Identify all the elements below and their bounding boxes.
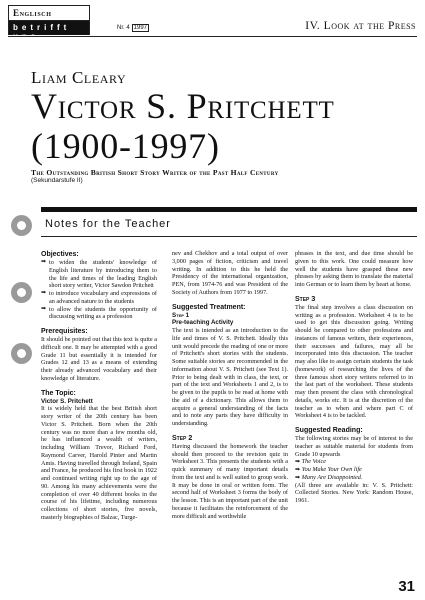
arrow-icon: ➡ <box>41 305 47 312</box>
story-title: You Make Your Own life <box>301 466 362 473</box>
reading-heading: Suggested Reading: <box>295 427 363 434</box>
objective-text: to introduce vocabulary and expressions of an advanced nature to the students <box>49 290 157 305</box>
article-title-years: (1900-1997) <box>31 126 220 166</box>
arrow-icon: ➡ <box>41 290 47 296</box>
step1-heading: Step 1 <box>172 311 190 319</box>
objective-text: to widen the students' knowledge of English literature by introducing them to the life and times of the leading English short story writer, Victor Sawdon Pritchett <box>49 259 157 290</box>
article-subtitle: The Outstanding British Short Story Writer of the Past Half Century <box>31 168 279 177</box>
page-number: 31 <box>398 578 415 595</box>
prerequisites-heading: Prerequisites: <box>41 328 88 335</box>
issue-year: 1997 <box>133 25 148 31</box>
article-title-name: Victor S. Pritchett <box>31 86 335 126</box>
story-title: The Voice <box>301 458 326 466</box>
notes-rule <box>41 236 417 237</box>
column-2 <box>172 250 288 520</box>
objective-text: to allow the students the opportunity of discussing writing as a profession <box>49 305 157 321</box>
article-title <box>31 86 335 166</box>
column-3 <box>295 250 413 505</box>
reading-list <box>295 458 413 481</box>
objective-item <box>41 259 157 290</box>
topic-text: It is widely held that the best British short story writer of the 20th century has been Victor S. Pritchett. Born when the 20th century was no more than a few months old, he has influenced a wealth of writers, including William Trevor, Richard Ford, Raymond Carver, Harold Pinter and Martin Amis. Having travelled through Ireland, Spain and France, he produced his first book in 1922 and continued writing right up to the age of 90. Among his many achievements were the completion of over 40 different books in the course of his lifetime, including numerous collections of short stories, five novels, masterly biographies of Balzac, Turge- <box>41 405 157 521</box>
step3-heading: Step 3 <box>295 295 316 303</box>
author-name: Liam Cleary <box>31 68 127 87</box>
column-1 <box>41 250 157 522</box>
issue-number <box>117 24 149 32</box>
school-level: (Sekundarstufe II) <box>31 177 83 184</box>
disc-icon <box>11 282 32 303</box>
page-section-title: IV. Look at the Press <box>305 20 416 32</box>
notes-title: Notes for the Teacher <box>45 218 171 230</box>
disc-icon <box>11 343 32 364</box>
list-item: ➡ The Voice <box>295 458 326 466</box>
story-title: Many Are Disappointed. <box>301 473 363 481</box>
treatment-heading: Suggested Treatment: <box>172 303 246 311</box>
availability-text: (All three are available in: V. S. Pritchett: Collected Stories. New York: Random House, 1961. <box>295 481 413 504</box>
step3-text: The final step involves a class discussion on writing as a profession. Worksheet 4 is to be used to get this discussion going. Writing should be compared to other professions and instances of famous writers, their experiences, their successes and failures, may all be incorporated into this discussion. The teacher may also like to assign certain students the task (homework) of researching the lives of the three famous short story writers referred to in the last part of the worksheet. These students may then present the class with chronological details, works etc. It is at the discretion of the teacher as to when and where part C of Worksheet 4 is to be tackled. <box>295 303 413 420</box>
topic-text-continued: nev and Chekhov and a total output of over 3,000 pages of fiction, criticism and travel writing. In addition to this he held the Presidency of the international organization, PEN, from 1974-76 and was President of the Society of Authors from 1977 to 1997. <box>172 250 288 296</box>
step2-text: Having discussed the homework the teacher should then proceed to the revision quiz in Worksheet 3. This presents the students with a quick summary of many important details from the text and is well suited to group work. It may be done in oral or written form. The second half of Worksheet 3 forms the body of the lesson. This is an important part of the unit because it facilitates the reinforcement of the more difficult and worthwhile <box>172 442 288 520</box>
list-item: ➡ You Make Your Own life <box>295 466 362 473</box>
issue-label: Nr. 4 <box>117 25 130 31</box>
step1-text: The text is intended as an introduction to the life and times of V. S. Pritchett. Ideally this unit would precede the reading of one or more of Pritchett's short stories with the students. Some suitable stories are recommended in the information about V. S. Pritchett (see Text 1). Prior to being dealt with in class, the text, or part of the text and Worksheets 1 and 2, is to be given to the pupils to be read at home with the aid of a dictionary. This allows them to acquire a general understanding of the facts and to note any parts they have difficulty in understanding. <box>172 327 288 427</box>
notes-bar <box>41 207 417 212</box>
step1-subheading: Pre-teaching Activity <box>172 319 234 327</box>
magazine-logo: betrifft <box>9 21 89 35</box>
section-badge <box>8 5 90 35</box>
prerequisites-text: It should be pointed out that this text is quite a difficult one. It may be attempted with a good Grade 11 but essentially it is intended for Grades 12 and 13 as a means of extending their already advanced vocabulary and their knowledge of literature. <box>41 336 157 382</box>
arrow-icon: ➡ <box>41 259 47 265</box>
reading-text: The following stories may be of interest to the teacher as suitable material for students from Grade 10 upwards <box>295 435 413 458</box>
topic-heading: The Topic: <box>41 389 76 397</box>
step2-heading: Step 2 <box>172 434 193 442</box>
topic-subheading: Victor S. Pritchett <box>41 397 93 405</box>
section-label: Englisch <box>9 6 89 21</box>
objectives-heading: Objectives: <box>41 251 79 258</box>
objective-item <box>41 290 157 306</box>
disc-icon <box>11 215 32 236</box>
objective-item <box>41 306 157 322</box>
header-rule <box>8 36 417 37</box>
step2-text-continued: phrases in the text, and due time should be given to this work. One could measure how well the students have grasped these new phrases by asking them to translate the material into German or to learn them by heart at home. <box>295 250 413 288</box>
list-item: ➡ Many Are Disappointed. <box>295 473 363 481</box>
